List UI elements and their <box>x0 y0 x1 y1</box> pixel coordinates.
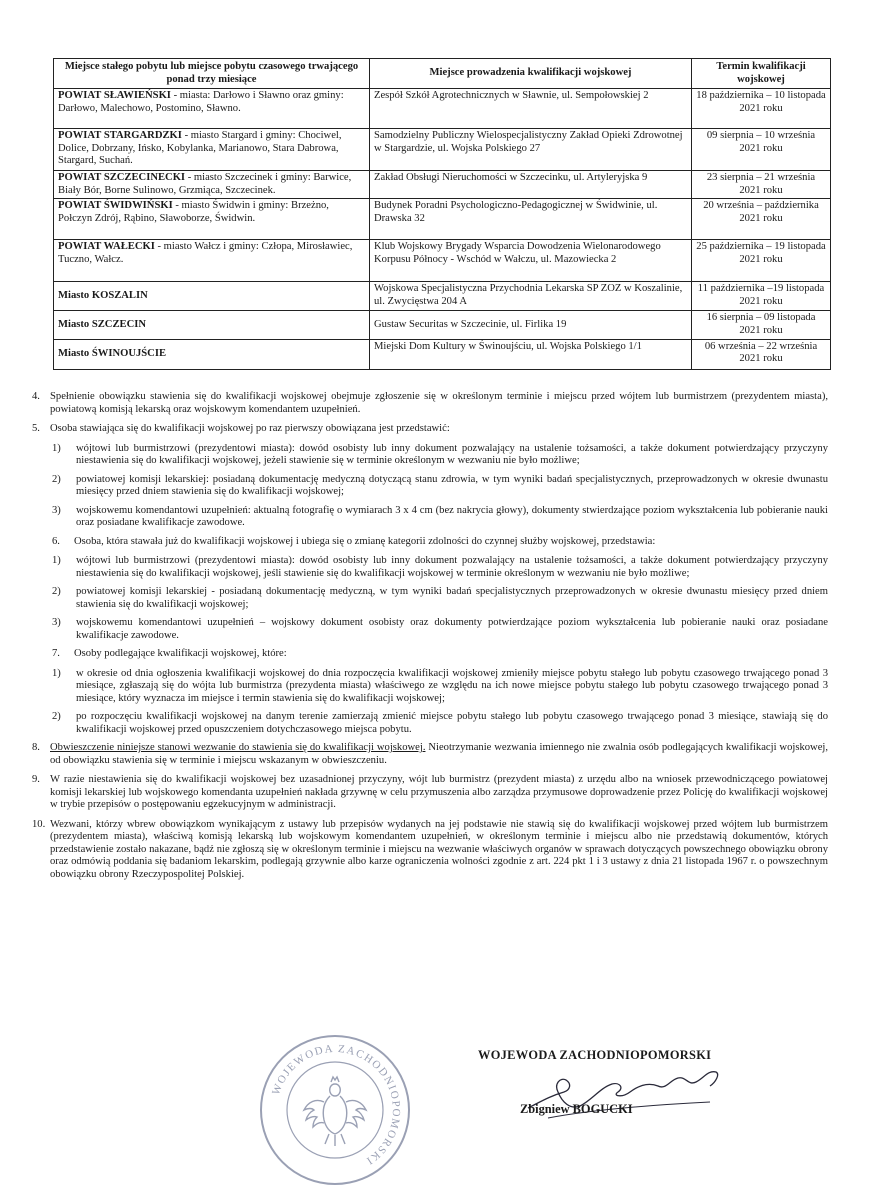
county-detail: - miasto Wałcz i gminy: Człopa, Mirosławiec, Tuczno, Wałcz. <box>58 241 353 265</box>
header-location: Miejsce prowadzenia kwalifikacji wojskowej <box>370 59 692 89</box>
table-row <box>54 240 831 282</box>
table-header-row <box>54 59 831 89</box>
item-text: wójtowi lub burmistrzowi (prezydentowi miasta): dowód osobisty lub inny dokument pozwalający na ustalenie tożsamości, a także dokument potwierdzający przyczyny niestawienia się do kwalifikacji wojskowej, jeżeli stawienie się w terminie określonym w wezwaniu nie było możliwe; <box>76 442 828 466</box>
paragraph-text: Wezwani, którzy wbrew obowiązkom wynikającym z ustawy lub przepisów wydanych na jej podstawie nie stawią się do kwalifikacji wojskowej przed wójtem lub burmistrzem (prezydentem miasta), właściwą komisją lekarską lub wojskowym komendantem uzupełnień, w określonym terminie i miejscu albo nie przedstawią dokumentów, których przedstawienie zostało nakazane, bądź nie zgłoszą się w określonym terminie i miejscu na wezwanie właściwych organów w sprawach dotyczących powszechnego obowiązku obrony oraz odmówią poddania się badaniom lekarskim, podlegają grzywnie albo karze ograniczenia wolności zgodnie z art. 224 pkt 1 i 3 ustawy z dnia 21 listopada 1967 r. o powszechnym obowiązku obrony Rzeczypospolitej Polskiej. <box>50 818 828 880</box>
list-item <box>32 474 828 499</box>
paragraph-text: Osoba stawiająca się do kwalifikacji wojskowej po raz pierwszy obowiązana jest przedstawić: <box>50 423 450 434</box>
term-cell: 06 września – 22 września 2021 roku <box>692 339 831 369</box>
signatory-name: Zbigniew BOGUCKI <box>520 1102 633 1116</box>
announcement-body <box>32 391 828 888</box>
list-item <box>32 586 828 611</box>
term-cell: 11 października –19 listopada 2021 roku <box>692 282 831 311</box>
table-row <box>54 282 831 311</box>
residence-cell <box>54 89 370 129</box>
county-name: POWIAT ŚWIDWIŃSKI <box>58 200 173 212</box>
county-name: POWIAT WAŁECKI <box>58 241 155 253</box>
paragraph-number: 6. <box>52 535 60 547</box>
paragraph-8 <box>32 742 828 767</box>
city-name: Miasto ŚWINOUJŚCIE <box>54 339 370 369</box>
header-term: Termin kwalifikacji wojskowej <box>692 59 831 89</box>
term-cell: 23 sierpnia – 21 września 2021 roku <box>692 171 831 199</box>
list-item <box>32 617 828 642</box>
county-detail: - miasto Stargard i gminy: Chociwel, Dolice, Dobrzany, Ińsko, Kobylanka, Marianowo, Stara Dabrowa, Stargard, Suchań. <box>58 130 342 167</box>
table-row <box>54 199 831 240</box>
list-item <box>32 668 828 706</box>
item-number: 1) <box>52 442 61 454</box>
location-cell: Wojskowa Specjalistyczna Przychodnia Lekarska SP ZOZ w Koszalinie, ul. Zwycięstwa 204 A <box>370 282 692 311</box>
paragraph-text: W razie niestawienia się do kwalifikacji wojskowej bez uzasadnionej przyczyny, wójt lub burmistrz (prezydent miasta) z urzędu albo na wniosek przewodniczącego powiatowej komisji lekarskiej lub wojskowego komendanta uzupełnień nakłada grzywnę w celu przymuszenia albo zarządza przymusowe doprowadzenie przez Policję do kwalifikacji wojskowej w trybie przepisów o postępowaniu egzekucyjnym w administracji. <box>50 774 828 810</box>
city-name: Miasto KOSZALIN <box>54 282 370 311</box>
paragraph-number: 10. <box>32 818 46 830</box>
table-row <box>54 171 831 199</box>
item-text: powiatowej komisji lekarskiej: posiadaną dokumentację medyczną dotyczącą stanu zdrowia, w tym wyniki badań specjalistycznych, przeprowadzonych w okresie dwunastu miesięcy przed dniem stawienia się do kwalifikacji wojskowej; <box>76 473 828 497</box>
item-text: w okresie od dnia ogłoszenia kwalifikacji wojskowej do dnia rozpoczęcia kwalifikacji wojskowej zmieniły miejsce pobytu stałego lub pobytu czasowego trwającego ponad 3 miesiące, zgłaszają się do wójta lub burmistrza (prezydenta miasta) właściwego ze względu na ich nowe miejsce pobytu stałego lub pobytu czasowego trwającego ponad 3 miesiące, który wyznacza im miejsce i termin stawienia się do kwalifikacji wojskowej; <box>76 667 828 704</box>
location-cell: Klub Wojskowy Brygady Wsparcia Dowodzenia Wielonarodowego Korpusu Północy - Wschód w Wałczu, ul. Mazowiecka 2 <box>370 240 692 282</box>
location-cell: Miejski Dom Kultury w Świnoujściu, ul. Wojska Polskiego 1/1 <box>370 339 692 369</box>
term-cell: 09 sierpnia – 10 września 2021 roku <box>692 129 831 171</box>
location-cell: Zespół Szkół Agrotechnicznych w Sławnie, ul. Sempołowskiej 2 <box>370 89 692 129</box>
table-row <box>54 339 831 369</box>
county-detail: - miasto Szczecinek i gminy: Barwice, Biały Bór, Borne Sulinowo, Grzmiąca, Szczecinek. <box>58 172 352 196</box>
paragraph-text: Osoby podlegające kwalifikacji wojskowej, które: <box>74 648 287 659</box>
item-number: 3) <box>52 617 61 628</box>
list-item <box>32 711 828 736</box>
paragraph-10 <box>32 819 828 882</box>
county-name: POWIAT SZCZECINECKI <box>58 172 186 184</box>
residence-cell <box>54 171 370 199</box>
paragraph-text: Nieotrzymanie wezwania imiennego nie zwalnia osób podlegających kwalifikacji wojskowej, od obowiązku stawienia się w terminie i miejscu wskazanym w obwieszczeniu. <box>50 742 828 766</box>
residence-cell <box>54 199 370 240</box>
county-name: POWIAT STARGARDZKI <box>58 130 182 142</box>
paragraph-number: 4. <box>32 391 40 402</box>
paragraph-7 <box>32 648 828 661</box>
term-cell: 20 września – października 2021 roku <box>692 199 831 240</box>
city-name: Miasto SZCZECIN <box>54 311 370 339</box>
paragraph-6 <box>32 536 828 549</box>
paragraph-4 <box>32 391 828 416</box>
summons-notice: Obwieszczenie niniejsze stanowi wezwanie do stawienia się do kwalifikacji wojskowej. <box>50 742 426 753</box>
qualification-schedule-table <box>53 58 831 370</box>
location-cell: Gustaw Securitas w Szczecinie, ul. Firlika 19 <box>370 311 692 339</box>
list-item <box>32 505 828 530</box>
paragraph-5 <box>32 423 828 436</box>
paragraph-number: 9. <box>32 774 40 785</box>
item-number: 3) <box>52 504 61 516</box>
paragraph-number: 7. <box>52 648 60 659</box>
item-number: 2) <box>52 473 61 485</box>
term-cell: 16 sierpnia – 09 listopada 2021 roku <box>692 311 831 339</box>
paragraph-9 <box>32 774 828 812</box>
item-text: po rozpoczęciu kwalifikacji wojskowej na danym terenie zamierzają zmienić miejsce pobytu stałego lub pobytu czasowego trwającego ponad 3 miesiące, stawiają się do kwalifikacji wojskowej przed opuszczeniem dotychczasowego miejsca pobytu. <box>76 711 828 735</box>
table-row <box>54 311 831 339</box>
header-residence: Miejsce stałego pobytu lub miejsce pobytu czasowego trwającego ponad trzy miesiące <box>54 59 370 89</box>
county-detail: - miasta: Darłowo i Sławno oraz gminy: Darłowo, Malechowo, Postomino, Sławno. <box>58 90 344 114</box>
list-item <box>32 555 828 580</box>
term-cell: 25 października – 19 listopada 2021 roku <box>692 240 831 282</box>
county-name: POWIAT SŁAWIEŃSKI <box>58 90 171 102</box>
item-text: wojskowemu komendantowi uzupełnień – wojskowy dokument osobisty oraz dokumenty potwierdzające poziom wykształcenia lub pobieranie nauki oraz posiadane kwalifikacje zawodowe. <box>76 617 828 641</box>
item-number: 1) <box>52 667 61 679</box>
item-number: 2) <box>52 711 61 722</box>
location-cell: Budynek Poradni Psychologiczno-Pedagogicznej w Świdwinie, ul. Drawska 32 <box>370 199 692 240</box>
item-text: powiatowej komisji lekarskiej - posiadaną dokumentację medyczną, w tym wyniki badań specjalistycznych przeprowadzonych w okresie dwunastu miesięcy przed dniem stawienia się do kwalifikacji wojskowej; <box>76 586 828 610</box>
residence-cell <box>54 129 370 171</box>
paragraph-number: 5. <box>32 423 40 434</box>
item-number: 1) <box>52 555 61 566</box>
list-item <box>32 443 828 468</box>
county-detail: - miasto Świdwin i gminy: Brzeżno, Połczyn Zdrój, Rąbino, Sławoborze, Świdwin. <box>58 200 329 224</box>
table-row <box>54 129 831 171</box>
signatory-title: WOJEWODA ZACHODNIOPOMORSKI <box>478 1048 712 1062</box>
item-text: wójtowi lub burmistrzowi (prezydentowi miasta): dowód osobisty lub inny dokument pozwalający na ustalenie tożsamości, a także dokument potwierdzający przyczyny niestawienia się do kwalifikacji wojskowej, jeśli stawienie się do kwalifikacji wojskowej w terminie określonym w wezwaniu nie było możliwe; <box>76 555 828 579</box>
location-cell: Samodzielny Publiczny Wielospecjalistyczny Zakład Opieki Zdrowotnej w Stargardzie, ul. Wojska Polskiego 27 <box>370 129 692 171</box>
official-seal <box>257 1032 413 1188</box>
eagle-emblem-icon <box>304 1077 366 1146</box>
location-cell: Zakład Obsługi Nieruchomości w Szczecinku, ul. Artyleryjska 9 <box>370 171 692 199</box>
paragraph-text: Spełnienie obowiązku stawienia się do kwalifikacji wojskowej obejmuje zgłoszenie się w określonym terminie i miejscu przed wójtem lub burmistrzem (prezydentem miasta), powiatową komisją lekarską oraz wojskowym komendantem uzupełnień. <box>50 391 828 415</box>
item-text: wojskowemu komendantowi uzupełnień: aktualną fotografię o wymiarach 3 x 4 cm (bez nakrycia głowy), dokumenty stwierdzające poziom wykształcenia lub pobieranie nauki oraz posiadane kwalifikacje zawodowe. <box>76 504 828 528</box>
term-cell: 18 października – 10 listopada 2021 roku <box>692 89 831 129</box>
table-row <box>54 89 831 129</box>
item-number: 2) <box>52 586 61 597</box>
seal-inscription-path: WOJEWODA ZACHODNIOPOMORSKI <box>270 1042 403 1168</box>
paragraph-number: 8. <box>32 742 40 753</box>
residence-cell <box>54 240 370 282</box>
paragraph-text: Osoba, która stawała już do kwalifikacji wojskowej i ubiega się o zmianę kategorii zdolności do czynnej służby wojskowej, przedstawia: <box>74 535 656 547</box>
